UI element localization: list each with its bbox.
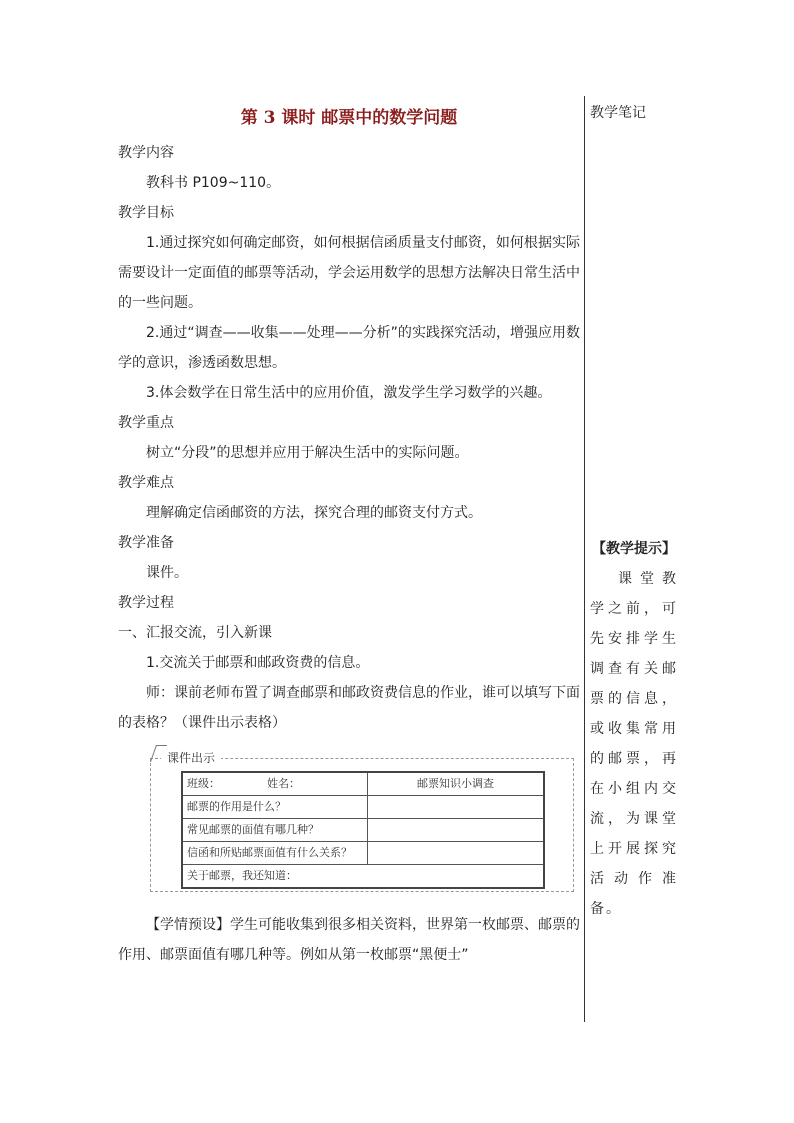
table-cell-title: 邮票知识小调查 bbox=[368, 772, 545, 796]
table-cell-question-2: 常见邮票的面值有哪几种？ bbox=[182, 819, 368, 842]
key-text: 树立“分段”的思想并应用于解决生活中的实际问题。 bbox=[146, 445, 469, 461]
section-heading-goals: 教学目标 bbox=[118, 205, 174, 221]
survey-table bbox=[181, 771, 545, 889]
sidebar-hint bbox=[590, 534, 678, 924]
difficulty-text: 理解确定信函邮资的方法，探究合理的邮资支付方式。 bbox=[146, 505, 482, 521]
prep-text: 课件。 bbox=[146, 565, 188, 581]
table-row bbox=[182, 796, 544, 819]
table-cell-answer-2 bbox=[368, 819, 545, 842]
courseware-label: 课件出示 bbox=[161, 749, 221, 767]
table-cell-answer-3 bbox=[368, 842, 545, 865]
table-cell-question-3: 信函和所贴邮票面值有什么关系？ bbox=[182, 842, 368, 865]
column-divider bbox=[584, 96, 585, 1022]
page-title: 第 3 课时 邮票中的数学问题 bbox=[240, 108, 458, 128]
section-heading-prep: 教学准备 bbox=[118, 535, 174, 551]
section-heading-content: 教学内容 bbox=[118, 145, 174, 161]
table-cell-question-1: 邮票的作用是什么？ bbox=[182, 796, 368, 819]
table-cell-class-name bbox=[182, 772, 368, 796]
process-step-1: 1.交流关于邮票和邮政资费的信息。 bbox=[146, 655, 370, 671]
name-label: 姓名： bbox=[267, 777, 300, 790]
sidebar-notes: 教学笔记 bbox=[590, 105, 646, 121]
courseware-box bbox=[150, 751, 574, 892]
goal-item-2: 2.通过“调查——收集——处理——分析”的实践探究活动，增强应用数学的意识，渗透函数思想。 bbox=[118, 325, 580, 371]
section-heading-process: 教学过程 bbox=[118, 595, 174, 611]
hint-title: 【教学提示】 bbox=[592, 541, 676, 557]
process-subheading: 一、汇报交流，引入新课 bbox=[118, 625, 272, 641]
section-heading-difficulty: 教学难点 bbox=[118, 475, 174, 491]
content-text: 教科书 P109~110。 bbox=[146, 175, 281, 191]
section-heading-key: 教学重点 bbox=[118, 415, 174, 431]
table-row bbox=[182, 819, 544, 842]
table-cell-last: 关于邮票，我还知道： bbox=[182, 865, 544, 889]
goal-item-1: 1.通过探究如何确定邮资，如何根据信函质量支付邮资，如何根据实际需要设计一定面值的邮票等活动，学会运用数学的思想方法解决日常生活中的一些问题。 bbox=[118, 235, 580, 311]
hint-text: 课堂教学之前，可先安排学生调查有关邮票的信息，或收集常用的邮票，再在小组内交流，为课堂上开展探究活动作准备。 bbox=[590, 571, 678, 917]
goal-item-3: 3.体会数学在日常生活中的应用价值，激发学生学习数学的兴趣。 bbox=[146, 385, 552, 401]
main-content bbox=[118, 100, 580, 970]
table-cell-answer-1 bbox=[368, 796, 545, 819]
table-row bbox=[182, 842, 544, 865]
table-row bbox=[182, 865, 544, 889]
teacher-dialogue: 师：课前老师布置了调查邮票和邮政资费信息的作业，谁可以填写下面的表格？（课件出示表格） bbox=[118, 685, 580, 731]
table-row bbox=[182, 772, 544, 796]
class-label: 班级： bbox=[187, 777, 220, 790]
preview-text: 【学情预设】学生可能收集到很多相关资料，世界第一枚邮票、邮票的作用、邮票面值有哪几种等。例如从第一枚邮票“黑便士” bbox=[118, 917, 580, 963]
